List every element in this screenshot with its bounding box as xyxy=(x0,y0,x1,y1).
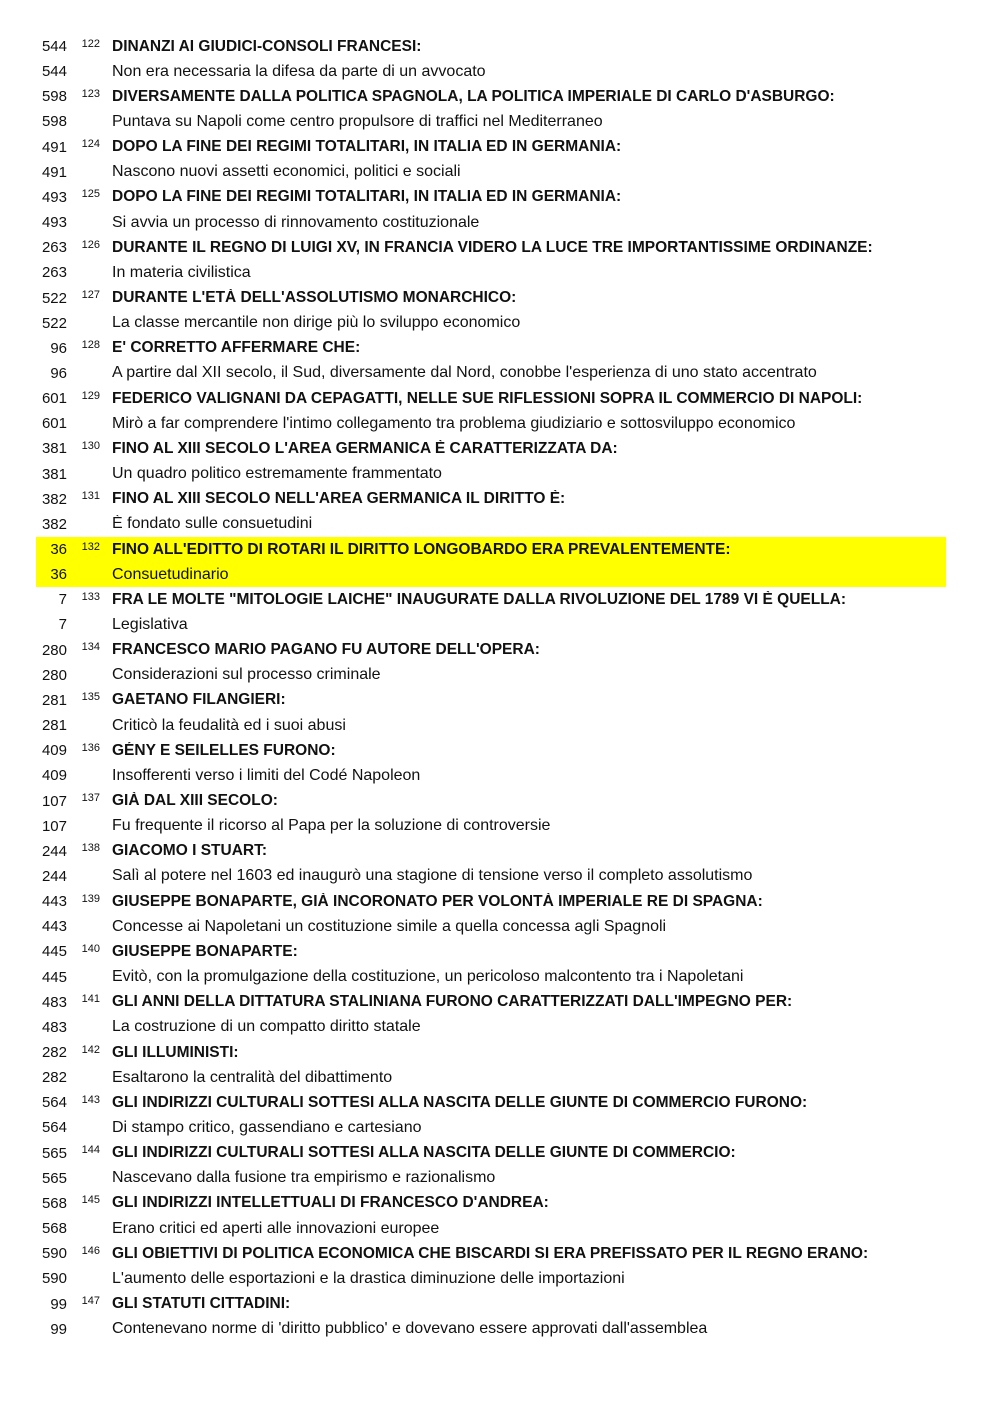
question-number: 134 xyxy=(81,641,100,654)
question-text: FRANCESCO MARIO PAGANO FU AUTORE DELL'OPERA: xyxy=(112,641,540,659)
answer-row xyxy=(36,562,946,587)
question-number: 139 xyxy=(81,892,100,905)
question-text: GIACOMO I STUART: xyxy=(112,842,267,860)
question-text: DIVERSAMENTE DALLA POLITICA SPAGNOLA, LA POLITICA IMPERIALE DI CARLO D'ASBURGO: xyxy=(112,87,835,105)
reference-number: 544 xyxy=(41,38,67,55)
question-row xyxy=(36,1292,946,1317)
answer-row xyxy=(36,260,946,285)
question-number: 131 xyxy=(81,490,100,503)
answer-text: La classe mercantile non dirige più lo sviluppo economico xyxy=(112,314,521,332)
reference-number: 522 xyxy=(41,289,67,307)
answer-text: Nascono nuovi assetti economici, politici e sociali xyxy=(112,163,461,181)
question-number: 135 xyxy=(81,691,100,704)
reference-number: 263 xyxy=(41,239,67,257)
question-number: 147 xyxy=(81,1295,100,1307)
question-text: GLI INDIRIZZI CULTURALI SOTTESI ALLA NASCITA DELLE GIUNTE DI COMMERCIO: xyxy=(112,1144,736,1162)
question-number: 132 xyxy=(81,540,100,553)
answer-row xyxy=(36,713,946,738)
question-text: DURANTE IL REGNO DI LUIGI XV, IN FRANCIA VIDERO LA LUCE TRE IMPORTANTISSIME ORDINANZE: xyxy=(112,238,873,256)
question-row xyxy=(36,1090,946,1115)
question-row xyxy=(36,135,946,160)
question-text: DOPO LA FINE DEI REGIMI TOTALITARI, IN ITALIA ED IN GERMANIA: xyxy=(112,188,622,206)
reference-number: 381 xyxy=(41,465,67,483)
reference-number: 522 xyxy=(41,314,67,332)
reference-number: 564 xyxy=(41,1119,67,1137)
reference-number: 565 xyxy=(41,1144,67,1162)
question-row xyxy=(36,990,946,1015)
answer-text: Consuetudinario xyxy=(112,565,229,583)
answer-text: È fondato sulle consuetudini xyxy=(112,515,313,533)
reference-number: 382 xyxy=(41,515,67,533)
answer-row xyxy=(36,814,946,839)
question-text: GIUSEPPE BONAPARTE, GIÀ INCORONATO PER VOLONTÀ IMPERIALE RE DI SPAGNA: xyxy=(112,892,763,910)
question-row xyxy=(36,487,946,512)
reference-number: 598 xyxy=(41,113,67,131)
reference-number: 282 xyxy=(41,1069,67,1087)
reference-number: 280 xyxy=(41,641,67,659)
answer-row xyxy=(36,1065,946,1090)
question-number: 136 xyxy=(81,741,100,754)
question-number: 125 xyxy=(81,188,100,201)
question-row xyxy=(36,638,946,663)
question-row xyxy=(36,1040,946,1065)
answer-text: Erano critici ed aperti alle innovazioni europee xyxy=(112,1219,440,1237)
answer-text: Si avvia un processo di rinnovamento costituzionale xyxy=(112,213,480,231)
answer-row xyxy=(36,864,946,889)
question-text: GLI OBIETTIVI DI POLITICA ECONOMICA CHE BISCARDI SI ERA PREFISSATO PER IL REGNO ERANO: xyxy=(112,1244,869,1262)
question-number: 124 xyxy=(81,138,100,151)
question-number: 128 xyxy=(81,339,100,352)
reference-number: 282 xyxy=(41,1044,67,1061)
answer-row xyxy=(36,1266,946,1291)
question-text: FINO AL XIII SECOLO L'AREA GERMANICA È CARATTERIZZATA DA: xyxy=(112,439,618,457)
reference-number: 491 xyxy=(41,138,67,156)
reference-number: 381 xyxy=(41,440,67,458)
answer-row xyxy=(36,411,946,436)
question-row xyxy=(36,84,946,109)
question-number: 146 xyxy=(81,1244,100,1257)
question-number: 144 xyxy=(81,1144,100,1157)
answer-text: Legislativa xyxy=(112,615,188,633)
answer-row xyxy=(36,109,946,134)
reference-number: 281 xyxy=(41,717,67,735)
answer-row xyxy=(36,1166,946,1191)
reference-number: 409 xyxy=(41,767,67,785)
question-number: 138 xyxy=(81,842,100,855)
question-text: FINO ALL'EDITTO DI ROTARI IL DIRITTO LONGOBARDO ERA PREVALENTEMENTE: xyxy=(112,540,731,558)
reference-number: 7 xyxy=(58,616,67,634)
question-row xyxy=(36,235,946,260)
reference-number: 598 xyxy=(41,88,67,106)
question-number: 145 xyxy=(81,1194,100,1207)
answer-row xyxy=(36,1317,946,1342)
reference-number: 280 xyxy=(41,666,67,684)
answer-row xyxy=(36,914,946,939)
answer-text: Fu frequente il ricorso al Papa per la soluzione di controversie xyxy=(112,817,551,835)
answer-row xyxy=(36,763,946,788)
reference-number: 445 xyxy=(41,968,67,986)
question-number: 143 xyxy=(81,1093,100,1106)
reference-number: 601 xyxy=(41,415,67,433)
question-text: DOPO LA FINE DEI REGIMI TOTALITARI, IN ITALIA ED IN GERMANIA: xyxy=(112,138,622,156)
question-row xyxy=(36,889,946,914)
reference-number: 107 xyxy=(41,817,67,835)
answer-text: Mirò a far comprendere l'intimo collegamento tra problema giudiziario e sottosviluppo economico xyxy=(112,414,796,432)
reference-number: 493 xyxy=(41,188,67,206)
answer-row xyxy=(36,361,946,386)
answer-row xyxy=(36,210,946,235)
answer-text: Nascevano dalla fusione tra empirismo e razionalismo xyxy=(112,1169,496,1187)
question-text: GLI STATUTI CITTADINI: xyxy=(112,1295,291,1312)
answer-row xyxy=(36,160,946,185)
reference-number: 443 xyxy=(41,918,67,936)
answer-text: La costruzione di un compatto diritto statale xyxy=(112,1018,421,1036)
question-row xyxy=(36,386,946,411)
question-row xyxy=(36,537,946,562)
reference-number: 564 xyxy=(41,1094,67,1112)
reference-number: 443 xyxy=(41,893,67,911)
reference-number: 565 xyxy=(41,1169,67,1187)
answer-row xyxy=(36,1115,946,1140)
question-row xyxy=(36,587,946,612)
question-row xyxy=(36,789,946,814)
question-text: GIÀ DAL XIII SECOLO: xyxy=(112,792,278,809)
answer-text: In materia civilistica xyxy=(112,263,251,281)
question-text: E' CORRETTO AFFERMARE CHE: xyxy=(112,339,361,357)
question-text: FRA LE MOLTE "MITOLOGIE LAICHE" INAUGURATE DALLA RIVOLUZIONE DEL 1789 VI È QUELLA: xyxy=(112,590,847,608)
question-number: 130 xyxy=(81,439,100,452)
reference-number: 36 xyxy=(50,541,67,558)
answer-text: Criticò la feudalità ed i suoi abusi xyxy=(112,716,346,734)
reference-number: 483 xyxy=(41,1018,67,1036)
reference-number: 544 xyxy=(41,63,67,81)
reference-number: 244 xyxy=(41,867,67,885)
reference-number: 590 xyxy=(41,1270,67,1288)
answer-text: Evitò, con la promulgazione della costituzione, un pericoloso malcontento tra i Napoletani xyxy=(112,968,744,986)
question-number: 127 xyxy=(81,289,100,301)
reference-number: 99 xyxy=(50,1320,67,1338)
reference-number: 601 xyxy=(41,390,67,408)
answer-text: Non era necessaria la difesa da parte di un avvocato xyxy=(112,62,486,80)
reference-number: 493 xyxy=(41,214,67,232)
reference-number: 568 xyxy=(41,1194,67,1212)
answer-row xyxy=(36,965,946,990)
answer-row xyxy=(36,462,946,487)
answer-row xyxy=(36,663,946,688)
question-text: GLI ILLUMINISTI: xyxy=(112,1043,239,1061)
answer-text: Contenevano norme di 'diritto pubblico' e dovevano essere approvati dall'assemblea xyxy=(112,1320,708,1338)
reference-number: 281 xyxy=(41,691,67,709)
question-text: DURANTE L'ETÀ DELL'ASSOLUTISMO MONARCHICO: xyxy=(112,289,517,306)
question-text: FEDERICO VALIGNANI DA CEPAGATTI, NELLE SUE RIFLESSIONI SOPRA IL COMMERCIO DI NAPOLI: xyxy=(112,389,863,407)
reference-number: 96 xyxy=(50,364,67,382)
reference-number: 7 xyxy=(58,591,67,609)
answer-text: Insofferenti verso i limiti del Codé Napoleon xyxy=(112,766,421,784)
answer-text: Salì al potere nel 1603 ed inaugurò una stagione di tensione verso il completo assolutismo xyxy=(112,867,753,885)
reference-number: 244 xyxy=(41,842,67,860)
question-number: 137 xyxy=(81,792,100,804)
question-row xyxy=(36,939,946,964)
reference-number: 382 xyxy=(41,490,67,508)
question-text: GÉNY E SEILELLES FURONO: xyxy=(112,741,336,759)
question-number: 133 xyxy=(81,590,100,603)
question-number: 142 xyxy=(81,1043,100,1056)
question-number: 141 xyxy=(81,993,100,1006)
question-number: 123 xyxy=(81,87,100,100)
question-text: GLI ANNI DELLA DITTATURA STALINIANA FURONO CARATTERIZZATI DALL'IMPEGNO PER: xyxy=(112,993,793,1011)
answer-text: Di stampo critico, gassendiano e cartesiano xyxy=(112,1118,422,1136)
question-row xyxy=(36,336,946,361)
reference-number: 590 xyxy=(41,1245,67,1263)
answer-row xyxy=(36,311,946,336)
question-text: DINANZI AI GIUDICI-CONSOLI FRANCESI: xyxy=(112,37,422,55)
answer-row xyxy=(36,1216,946,1241)
reference-number: 263 xyxy=(41,264,67,282)
reference-number: 99 xyxy=(50,1295,67,1313)
question-text: GAETANO FILANGIERI: xyxy=(112,691,286,709)
question-number: 126 xyxy=(81,238,100,251)
reference-number: 445 xyxy=(41,943,67,961)
question-number: 129 xyxy=(81,389,100,402)
answer-row xyxy=(36,1015,946,1040)
answer-text: Esaltarono la centralità del dibattimento xyxy=(112,1068,393,1086)
answer-text: A partire dal XII secolo, il Sud, diversamente dal Nord, conobbe l'esperienza di uno stato accentrato xyxy=(112,364,817,382)
question-text: GLI INDIRIZZI CULTURALI SOTTESI ALLA NASCITA DELLE GIUNTE DI COMMERCIO FURONO: xyxy=(112,1093,808,1111)
answer-text: Un quadro politico estremamente frammentato xyxy=(112,465,442,483)
reference-number: 491 xyxy=(41,163,67,181)
question-number: 140 xyxy=(81,942,100,955)
question-text: GIUSEPPE BONAPARTE: xyxy=(112,942,298,960)
reference-number: 107 xyxy=(41,792,67,810)
question-row xyxy=(36,185,946,210)
reference-number: 409 xyxy=(41,742,67,760)
reference-number: 568 xyxy=(41,1220,67,1238)
question-row xyxy=(36,738,946,763)
answer-text: Considerazioni sul processo criminale xyxy=(112,666,381,684)
answer-row xyxy=(36,512,946,537)
question-row xyxy=(36,436,946,461)
question-row xyxy=(36,1141,946,1166)
question-row xyxy=(36,1191,946,1216)
reference-number: 483 xyxy=(41,993,67,1011)
answer-text: Concesse ai Napoletani un costituzione simile a quella concessa agli Spagnoli xyxy=(112,917,667,935)
answer-row xyxy=(36,612,946,637)
answer-text: L'aumento delle esportazioni e la drastica diminuzione delle importazioni xyxy=(112,1269,625,1287)
answer-text: Puntava su Napoli come centro propulsore di traffici nel Mediterraneo xyxy=(112,112,603,130)
question-text: FINO AL XIII SECOLO NELL'AREA GERMANICA IL DIRITTO È: xyxy=(112,490,566,508)
question-row xyxy=(36,34,946,59)
question-row xyxy=(36,839,946,864)
question-row xyxy=(36,1241,946,1266)
question-row xyxy=(36,688,946,713)
question-number: 122 xyxy=(81,37,100,50)
reference-number: 36 xyxy=(50,566,67,584)
question-text: GLI INDIRIZZI INTELLETTUALI DI FRANCESCO D'ANDREA: xyxy=(112,1194,549,1212)
question-row xyxy=(36,286,946,311)
reference-number: 96 xyxy=(50,339,67,357)
answer-row xyxy=(36,59,946,84)
